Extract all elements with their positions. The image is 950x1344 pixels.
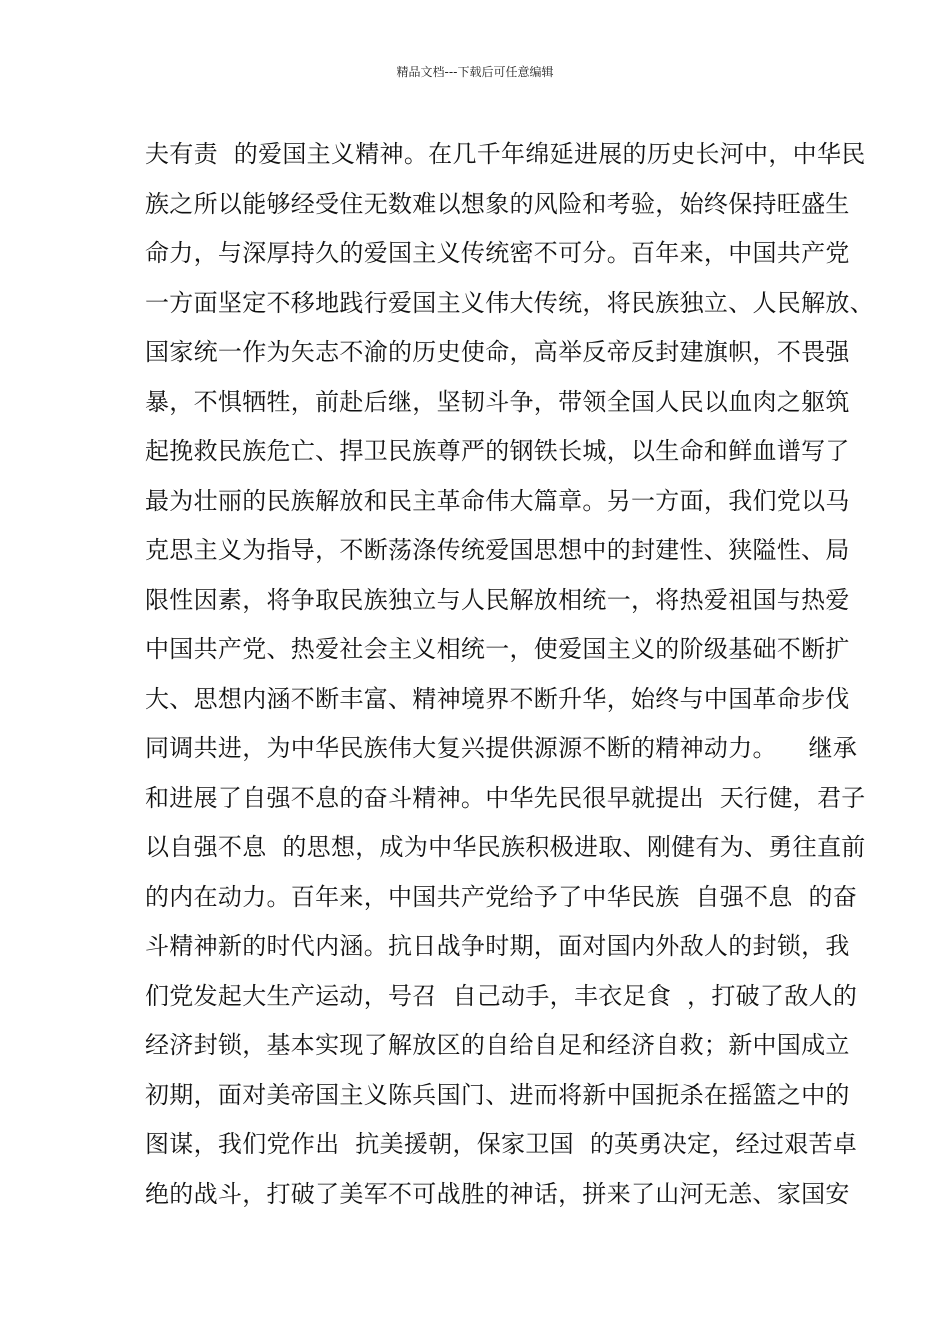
text-line: 初期，面对美帝国主义陈兵国门、进而将新中国扼杀在摇篮之中的	[145, 1080, 850, 1109]
text-line: 中国共产党、热爱社会主义相统一，使爱国主义的阶级基础不断扩	[145, 635, 850, 663]
text-line: 同调共进，为中华民族伟大复兴提供源源不断的精神动力。 继承	[145, 734, 858, 762]
text-line: 国家统一作为矢志不渝的历史使命，高举反帝反封建旗帜，不畏强	[145, 338, 850, 366]
text-line: 绝的战斗，打破了美军不可战胜的神话，拼来了山河无恙、家国安	[145, 1179, 850, 1208]
text-line: 斗精神新的时代内涵。抗日战争时期，面对国内外敌人的封锁，我	[145, 932, 850, 960]
body-text	[145, 130, 874, 1219]
text-line: 以自强不息 的思想，成为中华民族积极进取、刚健有为、勇往直前	[145, 833, 866, 861]
text-line: 族之所以能够经受住无数难以想象的风险和考验，始终保持旺盛生	[145, 189, 850, 218]
text-line: 们党发起大生产运动，号召 自己动手，丰衣足食 ，打破了敌人的	[145, 981, 858, 1010]
text-line: 起挽救民族危亡、捍卫民族尊严的钢铁长城，以生命和鲜血谱写了	[145, 437, 850, 465]
text-line: 命力，与深厚持久的爱国主义传统密不可分。百年来，中国共产党	[145, 239, 850, 267]
text-line: 图谋，我们党作出 抗美援朝，保家卫国 的英勇决定，经过艰苦卓	[145, 1130, 858, 1158]
text-line: 最为壮丽的民族解放和民主革命伟大篇章。另一方面，我们党以马	[145, 486, 850, 515]
text-line: 限性因素，将争取民族独立与人民解放相统一，将热爱祖国与热爱	[145, 585, 850, 614]
text-line: 一方面坚定不移地践行爱国主义伟大传统，将民族独立、人民解放、	[145, 288, 874, 317]
text-line: 大、思想内涵不断丰富、精神境界不断升华，始终与中国革命步伐	[145, 684, 850, 713]
text-line: 和进展了自强不息的奋斗精神。中华先民很早就提出 天行健，君子	[145, 783, 866, 812]
text-line: 夫有责 的爱国主义精神。在几千年绵延进展的历史长河中，中华民	[145, 140, 866, 168]
text-line: 暴，不惧牺牲，前赴后继，坚韧斗争，带领全国人民以血肉之躯筑	[145, 387, 850, 416]
text-line: 克思主义为指导，不断荡涤传统爱国思想中的封建性、狭隘性、局	[145, 536, 850, 564]
page-header: 精品文档---下载后可任意编辑	[396, 65, 554, 79]
text-line: 经济封锁，基本实现了解放区的自给自足和经济自救；新中国成立	[145, 1031, 850, 1059]
text-line: 的内在动力。百年来，中国共产党给予了中华民族 自强不息 的奋	[145, 882, 858, 911]
